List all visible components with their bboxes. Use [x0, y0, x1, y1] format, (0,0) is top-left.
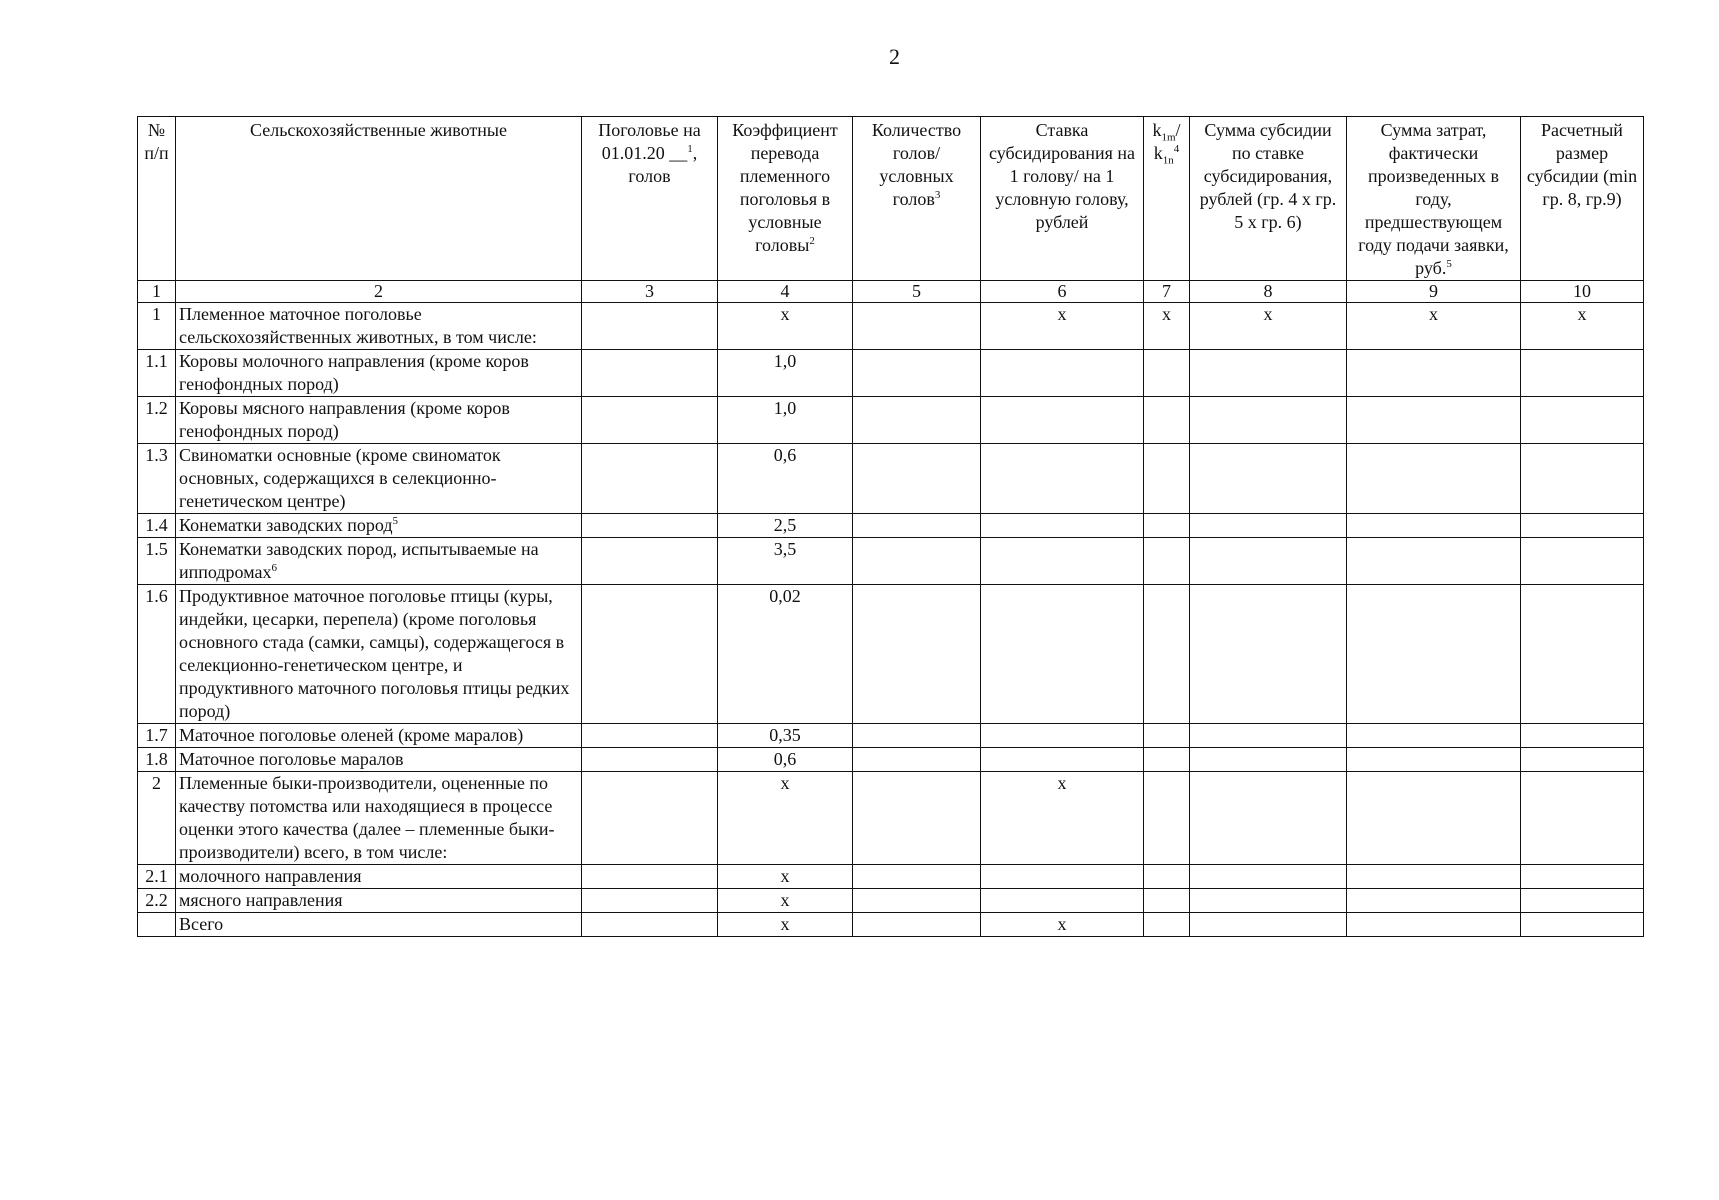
cell-c4: 0,6 — [718, 444, 853, 514]
cell-c10 — [1521, 585, 1644, 724]
cell-c7 — [1144, 913, 1190, 937]
header-k-coefficient: $k_{1m}/$ $k_{1n}^4$ — [1144, 117, 1190, 281]
column-number: 3 — [582, 281, 718, 303]
cell-c4: 0,6 — [718, 748, 853, 772]
column-number: 7 — [1144, 281, 1190, 303]
cell-c5 — [853, 585, 981, 724]
cell-c3 — [582, 748, 718, 772]
cell-c7 — [1144, 514, 1190, 538]
row-number: 1.8 — [138, 748, 176, 772]
footnote-marker: 5 — [1446, 258, 1452, 270]
table-row — [138, 538, 1644, 585]
animal-category: Свиноматки основные (кроме свиноматок основных, содержащихся в селекционно-генетическом центре) — [176, 444, 582, 514]
column-number: 9 — [1347, 281, 1521, 303]
cell-c7 — [1144, 444, 1190, 514]
column-number: 2 — [176, 281, 582, 303]
header-conversion-coefficient: Коэффициент перевода племенного поголовья в условные головы$^2$ — [718, 117, 853, 281]
cell-c5 — [853, 889, 981, 913]
table-row — [138, 397, 1644, 444]
cell-c7: х — [1144, 303, 1190, 350]
table-row — [138, 889, 1644, 913]
cell-c4: 1,0 — [718, 397, 853, 444]
cell-c5 — [853, 538, 981, 585]
cell-c10 — [1521, 913, 1644, 937]
cell-c10 — [1521, 538, 1644, 585]
cell-c3 — [582, 889, 718, 913]
header-heads-count: Количество голов/ условных голов$^3$ — [853, 117, 981, 281]
animal-category: Маточное поголовье маралов — [176, 748, 582, 772]
animal-category: мясного направления — [176, 889, 582, 913]
animal-category: Коровы молочного направления (кроме коров генофондных пород) — [176, 350, 582, 397]
cell-c9 — [1347, 889, 1521, 913]
animal-category: Коровы мясного направления (кроме коров генофондных пород) — [176, 397, 582, 444]
cell-c9 — [1347, 444, 1521, 514]
cell-c3 — [582, 913, 718, 937]
cell-c6 — [981, 585, 1144, 724]
table-row — [138, 913, 1644, 937]
row-number: 1.2 — [138, 397, 176, 444]
cell-c7 — [1144, 397, 1190, 444]
cell-c8 — [1190, 585, 1347, 724]
cell-c3 — [582, 350, 718, 397]
cell-c4: х — [718, 865, 853, 889]
column-number: 6 — [981, 281, 1144, 303]
cell-c6 — [981, 865, 1144, 889]
cell-c8 — [1190, 350, 1347, 397]
table-row — [138, 772, 1644, 865]
header-row-number: № п/п — [138, 117, 176, 281]
row-number: 1.7 — [138, 724, 176, 748]
header-subsidy-amount: Сумма субсидии по ставке субсидирования, рублей (гр. 4 х гр. 5 х гр. 6) — [1190, 117, 1347, 281]
cell-c7 — [1144, 889, 1190, 913]
cell-c6 — [981, 748, 1144, 772]
table-row — [138, 303, 1644, 350]
cell-c8: х — [1190, 303, 1347, 350]
cell-c7 — [1144, 585, 1190, 724]
cell-c5 — [853, 444, 981, 514]
footnote-marker: 5 — [392, 515, 399, 527]
cell-c3 — [582, 772, 718, 865]
table-row — [138, 724, 1644, 748]
cell-c3 — [582, 538, 718, 585]
cell-c10 — [1521, 397, 1644, 444]
table-header-row — [138, 117, 1644, 281]
cell-c4: 3,5 — [718, 538, 853, 585]
footnote-marker: 3 — [934, 189, 941, 201]
table-row — [138, 444, 1644, 514]
cell-c9 — [1347, 748, 1521, 772]
cell-c5 — [853, 772, 981, 865]
cell-c10 — [1521, 514, 1644, 538]
row-number: 1 — [138, 303, 176, 350]
cell-c9 — [1347, 397, 1521, 444]
cell-c9 — [1347, 538, 1521, 585]
animal-category: Племенное маточное поголовье сельскохозяйственных животных, в том числе: — [176, 303, 582, 350]
cell-c9 — [1347, 585, 1521, 724]
cell-c3 — [582, 724, 718, 748]
row-number: 2 — [138, 772, 176, 865]
cell-c8 — [1190, 865, 1347, 889]
cell-c3 — [582, 514, 718, 538]
animal-category: Конематки заводских пород$^5$ — [176, 514, 582, 538]
cell-c7 — [1144, 538, 1190, 585]
cell-c9 — [1347, 514, 1521, 538]
cell-c6 — [981, 889, 1144, 913]
table-row — [138, 585, 1644, 724]
cell-c4: х — [718, 889, 853, 913]
header-subsidy-rate: Ставка субсидирования на 1 голову/ на 1 условную голову, рублей — [981, 117, 1144, 281]
cell-c6 — [981, 538, 1144, 585]
cell-c5 — [853, 913, 981, 937]
cell-c3 — [582, 444, 718, 514]
row-number: 2.1 — [138, 865, 176, 889]
column-number: 8 — [1190, 281, 1347, 303]
cell-c7 — [1144, 865, 1190, 889]
cell-c6 — [981, 514, 1144, 538]
table-row — [138, 514, 1644, 538]
cell-c5 — [853, 514, 981, 538]
animal-category: Маточное поголовье оленей (кроме маралов) — [176, 724, 582, 748]
cell-c3 — [582, 865, 718, 889]
cell-c10: х — [1521, 303, 1644, 350]
cell-c4: 0,02 — [718, 585, 853, 724]
cell-c7 — [1144, 724, 1190, 748]
column-number: 4 — [718, 281, 853, 303]
cell-c8 — [1190, 444, 1347, 514]
cell-c9 — [1347, 772, 1521, 865]
animal-category: Всего — [176, 913, 582, 937]
cell-c5 — [853, 865, 981, 889]
row-number: 1.4 — [138, 514, 176, 538]
header-calculated-subsidy: Расчетный размер субсидии (min гр. 8, гр.9) — [1521, 117, 1644, 281]
animal-category: Продуктивное маточное поголовье птицы (куры, индейки, цесарки, перепела) (кроме поголовья основного стада (самки, самцы), содержащегося в селекционно-генетическом центре, и продуктивного маточного поголовья птицы редких пород) — [176, 585, 582, 724]
cell-c10 — [1521, 724, 1644, 748]
cell-c4: 2,5 — [718, 514, 853, 538]
cell-c4: 1,0 — [718, 350, 853, 397]
footnote-marker: 4 — [1173, 143, 1180, 155]
cell-c5 — [853, 748, 981, 772]
cell-c6 — [981, 350, 1144, 397]
cell-c10 — [1521, 748, 1644, 772]
cell-c10 — [1521, 350, 1644, 397]
animal-category: Племенные быки-производители, оцененные по качеству потомства или находящиеся в процессе оценки этого качества (далее – племенные быки-производители) всего, в том числе: — [176, 772, 582, 865]
header-animals: Сельскохозяйственные животные — [176, 117, 582, 281]
column-number: 1 — [138, 281, 176, 303]
animal-category: молочного направления — [176, 865, 582, 889]
cell-c8 — [1190, 913, 1347, 937]
cell-c6: х — [981, 772, 1144, 865]
cell-c4: х — [718, 913, 853, 937]
cell-c8 — [1190, 748, 1347, 772]
footnote-marker: 2 — [809, 235, 815, 247]
cell-c9 — [1347, 724, 1521, 748]
table-row — [138, 865, 1644, 889]
subsidy-calculation-table — [137, 116, 1644, 937]
cell-c10 — [1521, 772, 1644, 865]
cell-c7 — [1144, 350, 1190, 397]
row-number: 1.6 — [138, 585, 176, 724]
header-actual-costs: Сумма затрат, фактически произведенных в году, предшествующем году подачи заявки, руб.$^5$ — [1347, 117, 1521, 281]
footnote-marker: 6 — [271, 562, 277, 574]
cell-c8 — [1190, 538, 1347, 585]
table-row — [138, 748, 1644, 772]
column-numbers-row — [138, 281, 1644, 303]
cell-c5 — [853, 303, 981, 350]
cell-c8 — [1190, 889, 1347, 913]
cell-c7 — [1144, 748, 1190, 772]
column-number: 10 — [1521, 281, 1644, 303]
cell-c4: 0,35 — [718, 724, 853, 748]
row-number: 1.5 — [138, 538, 176, 585]
cell-c6 — [981, 397, 1144, 444]
footnote-marker: 1 — [687, 143, 693, 155]
cell-c7 — [1144, 772, 1190, 865]
cell-c4: х — [718, 772, 853, 865]
cell-c10 — [1521, 889, 1644, 913]
row-number — [138, 913, 176, 937]
cell-c4: х — [718, 303, 853, 350]
cell-c8 — [1190, 514, 1347, 538]
cell-c6: х — [981, 303, 1144, 350]
cell-c8 — [1190, 724, 1347, 748]
row-number: 2.2 — [138, 889, 176, 913]
table-row — [138, 350, 1644, 397]
cell-c3 — [582, 303, 718, 350]
cell-c5 — [853, 350, 981, 397]
row-number: 1.3 — [138, 444, 176, 514]
cell-c10 — [1521, 865, 1644, 889]
row-number: 1.1 — [138, 350, 176, 397]
cell-c8 — [1190, 772, 1347, 865]
cell-c9 — [1347, 350, 1521, 397]
animal-category: Конематки заводских пород, испытываемые на ипподромах$^6$ — [176, 538, 582, 585]
cell-c6 — [981, 444, 1144, 514]
header-livestock-count: Поголовье на 01.01.20 __$^1$, голов — [582, 117, 718, 281]
cell-c6: х — [981, 913, 1144, 937]
cell-c3 — [582, 585, 718, 724]
column-number: 5 — [853, 281, 981, 303]
cell-c9 — [1347, 913, 1521, 937]
cell-c9: х — [1347, 303, 1521, 350]
cell-c6 — [981, 724, 1144, 748]
page-number: 2 — [889, 44, 900, 69]
cell-c3 — [582, 397, 718, 444]
cell-c5 — [853, 724, 981, 748]
cell-c10 — [1521, 444, 1644, 514]
cell-c5 — [853, 397, 981, 444]
cell-c8 — [1190, 397, 1347, 444]
cell-c9 — [1347, 865, 1521, 889]
